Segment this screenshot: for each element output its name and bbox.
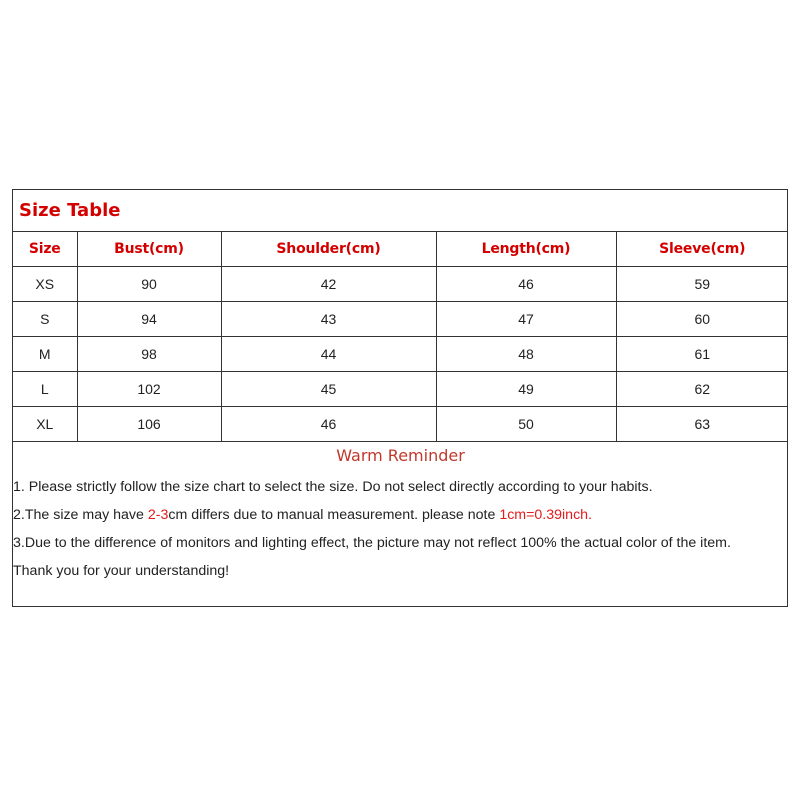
table-header-row [13,232,788,267]
note-measurement [13,504,789,532]
cell-shoulder: 44 [221,337,436,372]
header-sleeve: Sleeve(cm) [616,232,788,267]
cell-size: M [13,337,77,372]
header-size: Size [13,232,77,267]
cell-shoulder: 43 [221,302,436,337]
cell-size: S [13,302,77,337]
size-table [13,231,788,442]
cell-sleeve: 61 [616,337,788,372]
size-table-title: Size Table [19,200,121,221]
cell-length: 46 [436,267,616,302]
cell-size: L [13,372,77,407]
cell-length: 49 [436,372,616,407]
table-row [13,337,788,372]
cell-bust: 94 [77,302,221,337]
table-row [13,302,788,337]
tolerance-highlight: 2-3 [147,507,169,523]
size-chart-panel [12,189,788,607]
cell-sleeve: 62 [616,372,788,407]
note-period: . [588,507,593,523]
note-text: 2.The size may have [13,507,148,523]
cell-sleeve: 63 [616,407,788,442]
cell-shoulder: 46 [221,407,436,442]
cell-length: 48 [436,337,616,372]
table-row [13,372,788,407]
table-row [13,407,788,442]
note-text: cm differs due to manual measurement. please note [168,507,500,523]
header-bust: Bust(cm) [77,232,221,267]
cell-shoulder: 42 [221,267,436,302]
header-shoulder: Shoulder(cm) [221,232,436,267]
cell-length: 47 [436,302,616,337]
cell-sleeve: 59 [616,267,788,302]
note-thanks: Thank you for your understanding! [13,563,230,579]
note-color-difference: 3.Due to the difference of monitors and lighting effect, the picture may not reflect 100% the actual color of the item. [13,535,731,551]
cell-bust: 102 [77,372,221,407]
cell-length: 50 [436,407,616,442]
cell-size: XL [13,407,77,442]
cell-size: XS [13,267,77,302]
cell-bust: 90 [77,267,221,302]
header-length: Length(cm) [436,232,616,267]
cell-bust: 98 [77,337,221,372]
cell-bust: 106 [77,407,221,442]
table-row [13,267,788,302]
cell-sleeve: 60 [616,302,788,337]
warm-reminder-heading: Warm Reminder [336,446,465,465]
reminder-notes [13,476,789,588]
note-size-chart: 1. Please strictly follow the size chart to select the size. Do not select directly according to your habits. [13,479,653,495]
conversion-highlight: 1cm=0.39inch [499,507,589,523]
cell-shoulder: 45 [221,372,436,407]
